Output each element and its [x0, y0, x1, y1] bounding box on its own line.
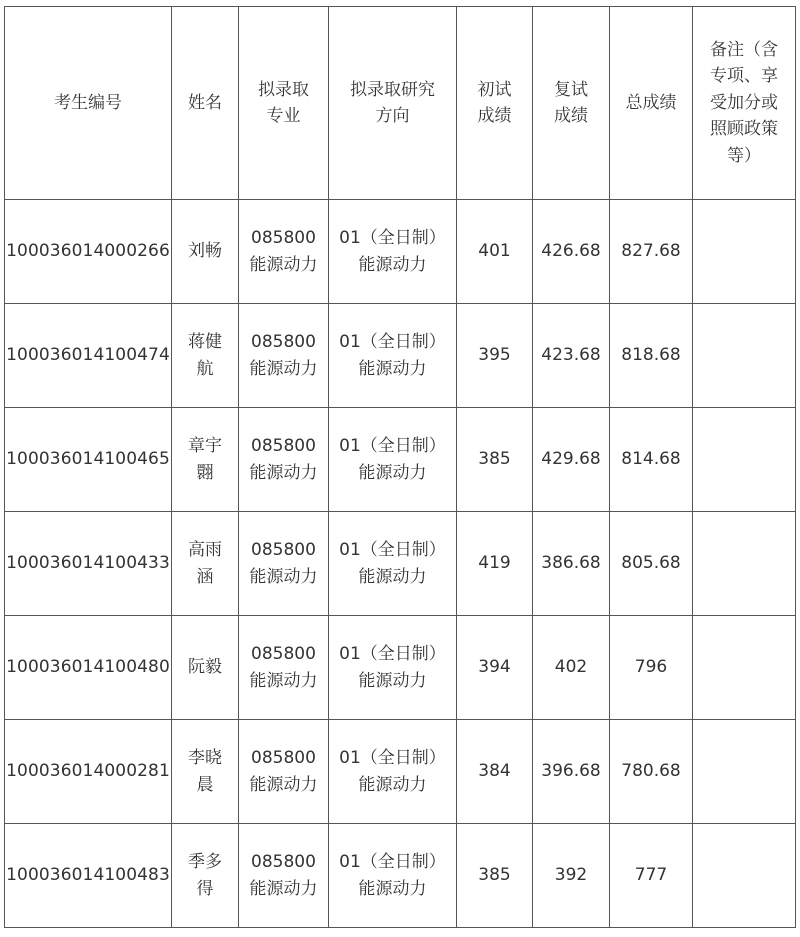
direction-name: 能源动力: [358, 670, 427, 691]
name-cell: [172, 304, 239, 408]
retest-score-cell: 386.68: [533, 512, 610, 616]
major-name: 能源动力: [249, 774, 318, 795]
major-name: 能源动力: [249, 462, 318, 483]
total-score-cell: 796: [610, 616, 693, 720]
retest-score-cell: 429.68: [533, 408, 610, 512]
header-name: 姓名: [172, 7, 239, 200]
major-name: 能源动力: [249, 254, 318, 275]
note-cell: [693, 824, 796, 928]
table-row: [5, 408, 796, 512]
name-line-1: 章宇: [188, 436, 222, 457]
initial-score-cell: 394: [457, 616, 533, 720]
name-line-2: 晨: [196, 774, 214, 795]
exam-id-cell: 100036014100474: [5, 304, 172, 408]
total-score-cell: 814.68: [610, 408, 693, 512]
header-direction: [329, 7, 457, 200]
retest-score-cell: 423.68: [533, 304, 610, 408]
direction-name: 能源动力: [358, 774, 427, 795]
header-exam-id: 考生编号: [5, 7, 172, 200]
header-note-line-2: 专项、享: [710, 66, 778, 87]
direction-code: 01（全日制）: [339, 332, 446, 353]
direction-code: 01（全日制）: [339, 644, 446, 665]
name-line-1: 李晓: [188, 748, 222, 769]
header-row: [5, 7, 796, 200]
name-line-2: 涵: [196, 566, 214, 587]
name-cell: [172, 824, 239, 928]
total-score-cell: 777: [610, 824, 693, 928]
name-line-1: 阮毅: [188, 657, 222, 678]
direction-name: 能源动力: [358, 566, 427, 587]
major-name: 能源动力: [249, 878, 318, 899]
table-row: [5, 720, 796, 824]
header-initial-line-1: 初试: [477, 79, 512, 100]
header-initial-score: [457, 7, 533, 200]
note-cell: [693, 616, 796, 720]
direction-cell: [329, 616, 457, 720]
major-cell: [239, 408, 329, 512]
header-major-line-2: 专业: [266, 106, 301, 126]
name-cell: [172, 512, 239, 616]
retest-score-cell: 392: [533, 824, 610, 928]
direction-code: 01（全日制）: [339, 436, 446, 457]
name-cell: [172, 200, 239, 304]
exam-id-cell: 100036014100483: [5, 824, 172, 928]
total-score-cell: 780.68: [610, 720, 693, 824]
header-note-line-3: 受加分或: [710, 92, 778, 113]
retest-score-cell: 396.68: [533, 720, 610, 824]
name-cell: [172, 408, 239, 512]
direction-name: 能源动力: [358, 462, 427, 483]
table-row: [5, 512, 796, 616]
name-line-1: 季多: [188, 852, 222, 873]
direction-cell: [329, 200, 457, 304]
major-cell: [239, 720, 329, 824]
major-code: 085800: [251, 332, 316, 353]
direction-code: 01（全日制）: [339, 852, 446, 873]
major-name: 能源动力: [249, 566, 318, 587]
name-line-2: 得: [196, 878, 214, 899]
major-code: 085800: [251, 228, 316, 249]
note-cell: [693, 512, 796, 616]
header-retest-score: [533, 7, 610, 200]
major-cell: [239, 200, 329, 304]
header-note-line-1: 备注（含: [710, 40, 778, 61]
header-total-score: 总成绩: [610, 7, 693, 200]
total-score-cell: 818.68: [610, 304, 693, 408]
name-cell: [172, 616, 239, 720]
major-cell: [239, 512, 329, 616]
direction-code: 01（全日制）: [339, 228, 446, 249]
direction-cell: [329, 304, 457, 408]
header-major: [239, 7, 329, 200]
name-line-1: 高雨: [188, 540, 222, 561]
table-row: [5, 304, 796, 408]
major-code: 085800: [251, 852, 316, 873]
note-cell: [693, 304, 796, 408]
exam-id-cell: 100036014100433: [5, 512, 172, 616]
note-cell: [693, 408, 796, 512]
total-score-cell: 827.68: [610, 200, 693, 304]
direction-code: 01（全日制）: [339, 748, 446, 769]
initial-score-cell: 401: [457, 200, 533, 304]
header-initial-line-2: 成绩: [477, 106, 512, 126]
direction-cell: [329, 824, 457, 928]
initial-score-cell: 395: [457, 304, 533, 408]
name-line-1: 刘畅: [188, 241, 222, 262]
table-row: [5, 824, 796, 928]
note-cell: [693, 200, 796, 304]
exam-id-cell: 100036014000281: [5, 720, 172, 824]
direction-name: 能源动力: [358, 358, 427, 379]
direction-cell: [329, 512, 457, 616]
header-note: [693, 7, 796, 200]
table-row: [5, 616, 796, 720]
name-line-1: 蒋健: [188, 332, 222, 353]
exam-id-cell: 100036014100465: [5, 408, 172, 512]
direction-cell: [329, 408, 457, 512]
initial-score-cell: 385: [457, 408, 533, 512]
exam-id-cell: 100036014000266: [5, 200, 172, 304]
retest-score-cell: 402: [533, 616, 610, 720]
direction-cell: [329, 720, 457, 824]
direction-code: 01（全日制）: [339, 540, 446, 561]
major-code: 085800: [251, 644, 316, 665]
initial-score-cell: 385: [457, 824, 533, 928]
name-cell: [172, 720, 239, 824]
name-line-2: 航: [196, 358, 214, 379]
header-direction-line-1: 拟录取研究: [350, 79, 435, 100]
major-code: 085800: [251, 540, 316, 561]
header-major-line-1: 拟录取: [258, 79, 309, 100]
admission-table: [4, 6, 796, 928]
major-cell: [239, 824, 329, 928]
table-row: [5, 200, 796, 304]
retest-score-cell: 426.68: [533, 200, 610, 304]
direction-name: 能源动力: [358, 878, 427, 899]
header-note-line-5: 等）: [727, 145, 761, 166]
major-code: 085800: [251, 748, 316, 769]
major-cell: [239, 304, 329, 408]
direction-name: 能源动力: [358, 254, 427, 275]
major-name: 能源动力: [249, 670, 318, 691]
header-retest-line-1: 复试: [554, 79, 588, 100]
header-retest-line-2: 成绩: [554, 106, 588, 126]
major-cell: [239, 616, 329, 720]
major-name: 能源动力: [249, 358, 318, 379]
header-note-line-4: 照顾政策: [710, 119, 778, 140]
note-cell: [693, 720, 796, 824]
exam-id-cell: 100036014100480: [5, 616, 172, 720]
initial-score-cell: 419: [457, 512, 533, 616]
header-direction-line-2: 方向: [375, 106, 410, 126]
major-code: 085800: [251, 436, 316, 457]
total-score-cell: 805.68: [610, 512, 693, 616]
name-line-2: 翾: [196, 462, 214, 483]
initial-score-cell: 384: [457, 720, 533, 824]
